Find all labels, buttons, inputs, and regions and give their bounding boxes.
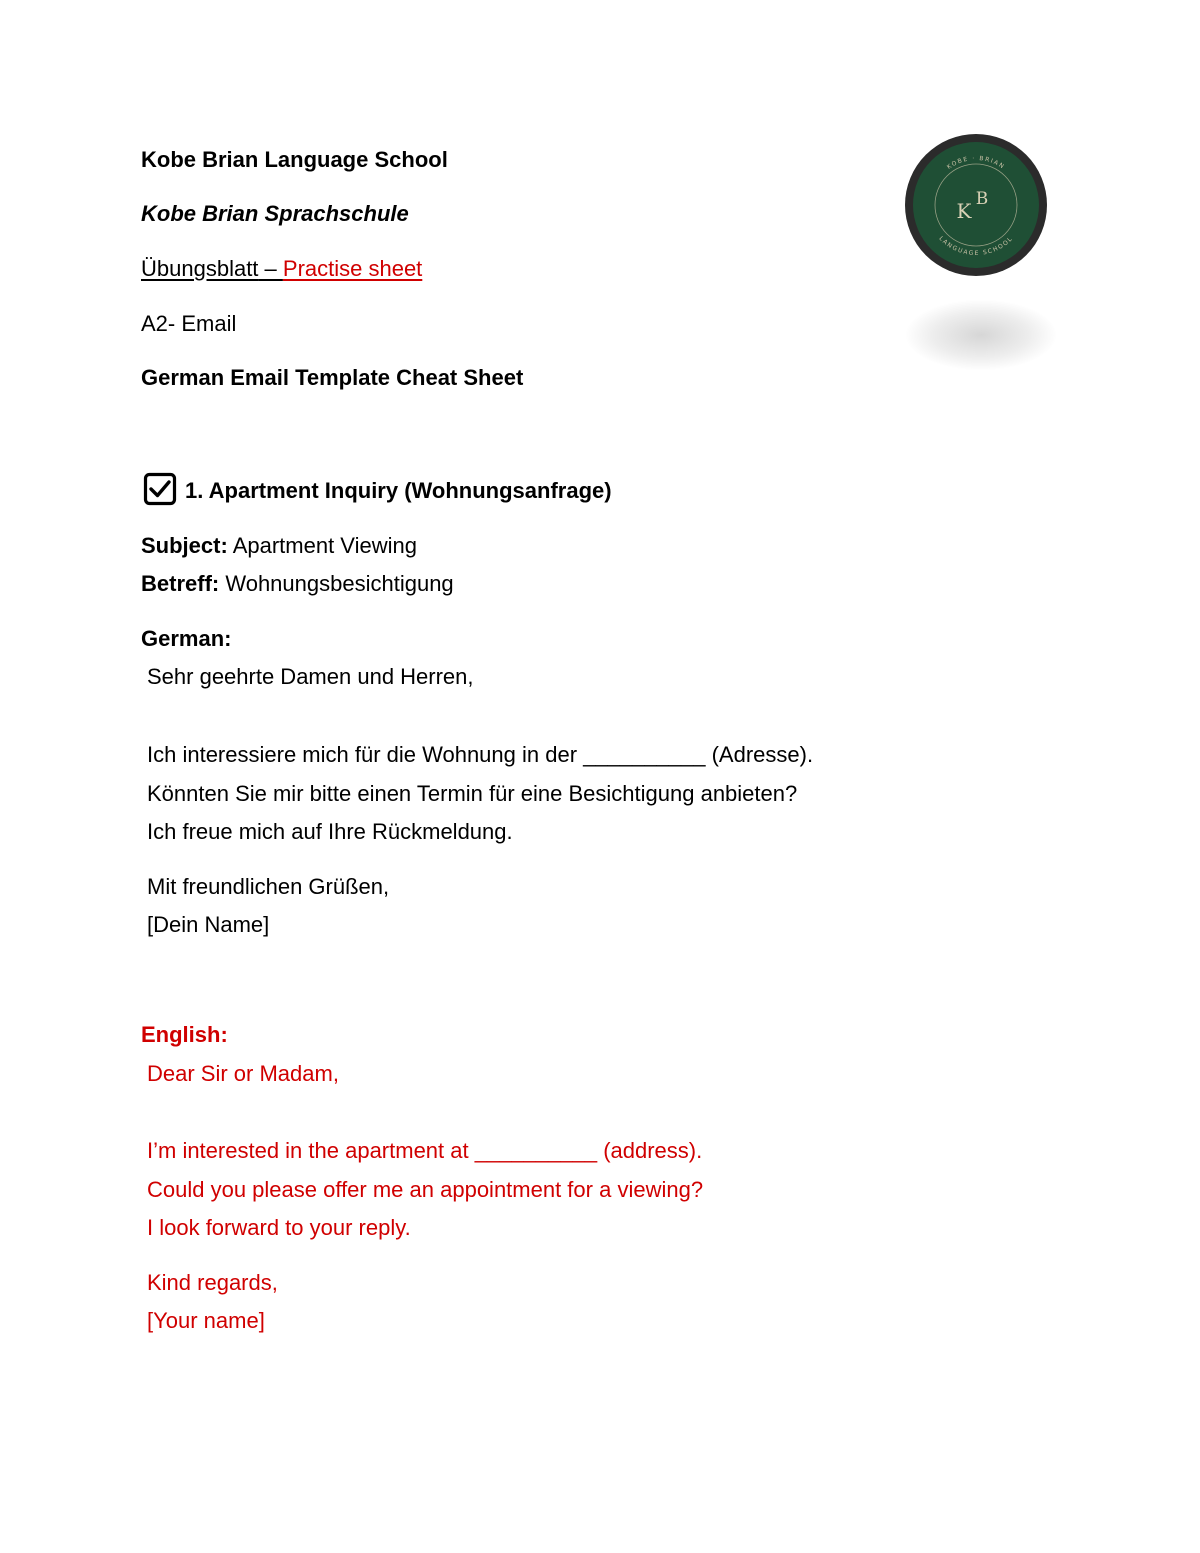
document-title: German Email Template Cheat Sheet [141,365,524,390]
level-label: A2- Email [141,311,237,336]
logo-ring-top-text: KOBE · BRIAN [945,154,1007,171]
logo-letter-b: B [975,189,989,209]
german-greeting: Sehr geehrte Damen und Herren, [147,664,474,689]
english-closing: Kind regards, [147,1270,278,1295]
german-body-line-2: Könnten Sie mir bitte einen Termin für eine Besichtigung anbieten? [147,781,798,806]
school-name-german: Kobe Brian Sprachschule [141,201,409,226]
betreff-value: Wohnungsbesichtigung [219,571,454,596]
school-logo [904,133,1048,277]
betreff-line [141,570,454,598]
subject-value: Apartment Viewing [227,533,417,558]
sheet-label [141,255,422,283]
german-label: German: [141,626,232,651]
logo-shadow [906,300,1056,370]
betreff-label: Betreff: [141,571,220,596]
english-body-line-1: I’m interested in the apartment at __________ (address). [147,1138,703,1163]
german-body-line-1: Ich interessiere mich für die Wohnung in der __________ (Adresse). [147,742,814,767]
english-name-placeholder: [Your name] [147,1308,265,1333]
german-closing: Mit freundlichen Grüßen, [147,874,390,899]
subject-line [141,532,417,560]
english-label: English: [141,1022,228,1047]
logo-ring-bottom-text: LANGUAGE SCHOOL [937,235,1015,258]
english-greeting: Dear Sir or Madam, [147,1061,339,1086]
english-body-line-2: Could you please offer me an appointment for a viewing? [147,1177,704,1202]
school-logo-emblem [904,133,1048,277]
sheet-label-german: Übungsblatt [141,256,259,281]
subject-label: Subject: [141,533,228,558]
english-body-line-3: I look forward to your reply. [147,1215,411,1240]
checkbox-checked-icon [143,472,177,506]
sheet-label-english: Practise sheet [282,256,423,281]
sheet-label-dash: – [258,256,283,281]
section-heading: 1. Apartment Inquiry (Wohnungsanfrage) [185,478,612,503]
german-body-line-3: Ich freue mich auf Ihre Rückmeldung. [147,819,513,844]
german-name-placeholder: [Dein Name] [147,912,270,937]
logo-letter-k: K [956,199,972,223]
school-name: Kobe Brian Language School [141,147,448,172]
